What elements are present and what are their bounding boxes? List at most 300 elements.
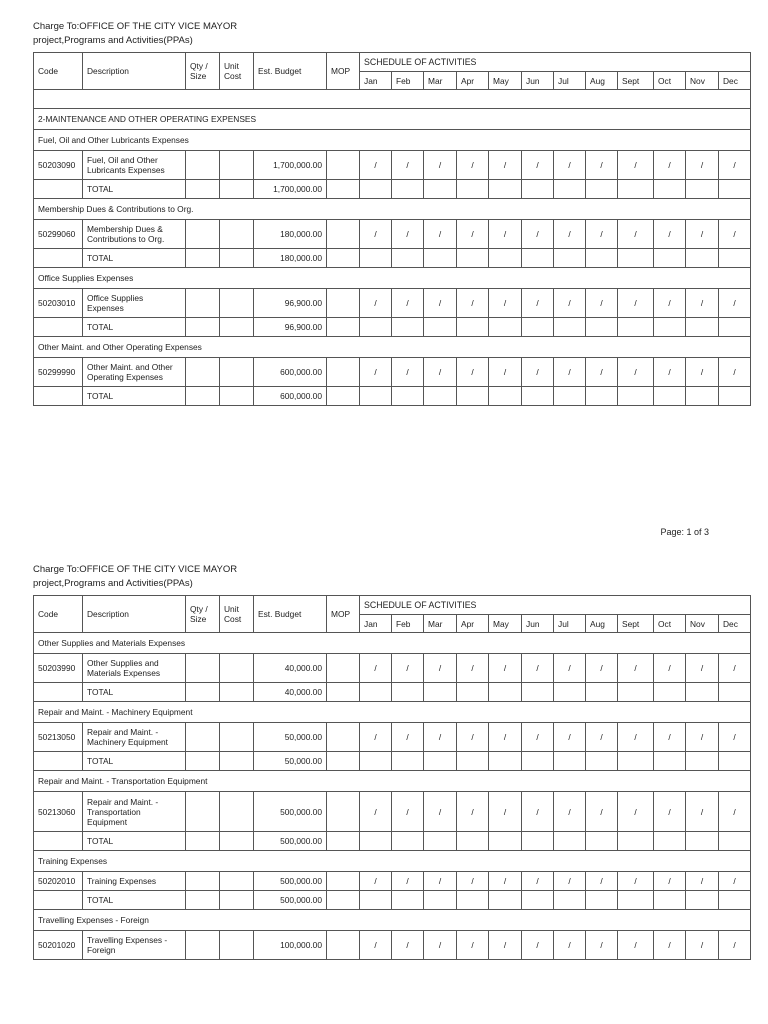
qty-size-cell [186, 358, 220, 387]
unit-cost-cell [220, 792, 254, 832]
total-month-jun [522, 249, 554, 268]
schedule-mark-dec: / [719, 220, 751, 249]
item-description: Other Maint. and Other Operating Expenses [83, 358, 186, 387]
schedule-mark-jul: / [554, 931, 586, 960]
total-month-jun [522, 387, 554, 406]
schedule-mark-oct: / [654, 931, 686, 960]
total-month-jul [554, 832, 586, 851]
total-month-mar [424, 318, 457, 337]
section-title-row [34, 910, 751, 931]
est-budget: 1,700,000.00 [254, 151, 327, 180]
total-month-nov [686, 249, 719, 268]
total-month-aug [586, 832, 618, 851]
item-description: Office Supplies Expenses [83, 289, 186, 318]
total-month-feb [392, 318, 424, 337]
total-qty-cell [186, 387, 220, 406]
schedule-mark-sept: / [618, 654, 654, 683]
total-month-aug [586, 683, 618, 702]
total-month-aug [586, 180, 618, 199]
total-unit-cost-cell [220, 318, 254, 337]
total-label: TOTAL [83, 832, 186, 851]
total-month-may [489, 318, 522, 337]
account-code: 50213060 [34, 792, 83, 832]
mop-cell [327, 872, 360, 891]
total-month-oct [654, 387, 686, 406]
total-month-sept [618, 832, 654, 851]
schedule-mark-nov: / [686, 358, 719, 387]
total-month-jan [360, 387, 392, 406]
est-budget: 40,000.00 [254, 654, 327, 683]
schedule-mark-feb: / [392, 358, 424, 387]
schedule-mark-mar: / [424, 792, 457, 832]
qty-size-cell [186, 654, 220, 683]
schedule-mark-jul: / [554, 220, 586, 249]
month-jun: Jun [522, 72, 554, 90]
schedule-mark-mar: / [424, 151, 457, 180]
total-qty-cell [186, 683, 220, 702]
schedule-mark-apr: / [457, 151, 489, 180]
blank-row [34, 90, 751, 109]
schedule-mark-mar: / [424, 723, 457, 752]
total-month-oct [654, 752, 686, 771]
total-month-sept [618, 891, 654, 910]
schedule-mark-mar: / [424, 358, 457, 387]
schedule-mark-mar: / [424, 872, 457, 891]
account-code: 50203090 [34, 151, 83, 180]
table-row [34, 723, 751, 752]
total-month-dec [719, 180, 751, 199]
section-title-row [34, 268, 751, 289]
table-header [34, 53, 751, 90]
qty-size-cell [186, 792, 220, 832]
total-month-mar [424, 832, 457, 851]
total-code-cell [34, 387, 83, 406]
section-title-row [34, 337, 751, 358]
total-month-dec [719, 318, 751, 337]
month-apr: Apr [457, 72, 489, 90]
schedule-mark-mar: / [424, 654, 457, 683]
total-month-may [489, 832, 522, 851]
unit-cost-cell [220, 872, 254, 891]
total-month-dec [719, 832, 751, 851]
schedule-mark-apr: / [457, 931, 489, 960]
col-est-budget: Est. Budget [254, 53, 327, 90]
mop-cell [327, 358, 360, 387]
schedule-mark-jan: / [360, 289, 392, 318]
total-month-mar [424, 752, 457, 771]
est-budget: 50,000.00 [254, 723, 327, 752]
schedule-mark-aug: / [586, 289, 618, 318]
total-code-cell [34, 891, 83, 910]
schedule-mark-apr: / [457, 358, 489, 387]
col-unit-cost: Unit Cost [220, 596, 254, 633]
total-month-sept [618, 180, 654, 199]
schedule-mark-oct: / [654, 723, 686, 752]
schedule-mark-sept: / [618, 151, 654, 180]
schedule-of-activities-header: SCHEDULE OF ACTIVITIES [360, 596, 751, 615]
item-description: Travelling Expenses - Foreign [83, 931, 186, 960]
total-month-may [489, 752, 522, 771]
total-qty-cell [186, 752, 220, 771]
col-qty-size: Qty / Size [186, 596, 220, 633]
total-month-feb [392, 752, 424, 771]
total-month-jun [522, 752, 554, 771]
schedule-mark-sept: / [618, 792, 654, 832]
unit-cost-cell [220, 931, 254, 960]
schedule-of-activities-header: SCHEDULE OF ACTIVITIES [360, 53, 751, 72]
total-month-jun [522, 683, 554, 702]
schedule-mark-dec: / [719, 151, 751, 180]
month-feb: Feb [392, 615, 424, 633]
total-unit-cost-cell [220, 249, 254, 268]
total-mop-cell [327, 891, 360, 910]
total-month-jan [360, 891, 392, 910]
schedule-mark-dec: / [719, 792, 751, 832]
account-code: 50299060 [34, 220, 83, 249]
schedule-mark-jun: / [522, 792, 554, 832]
schedule-mark-apr: / [457, 723, 489, 752]
total-month-aug [586, 249, 618, 268]
schedule-mark-feb: / [392, 220, 424, 249]
total-month-apr [457, 683, 489, 702]
total-unit-cost-cell [220, 180, 254, 199]
total-month-mar [424, 683, 457, 702]
total-month-dec [719, 752, 751, 771]
total-month-sept [618, 249, 654, 268]
total-unit-cost-cell [220, 832, 254, 851]
total-month-apr [457, 832, 489, 851]
total-month-oct [654, 891, 686, 910]
total-month-jan [360, 249, 392, 268]
schedule-mark-feb: / [392, 792, 424, 832]
schedule-mark-jun: / [522, 872, 554, 891]
month-feb: Feb [392, 72, 424, 90]
table-row [34, 358, 751, 387]
table-row [34, 792, 751, 832]
total-month-nov [686, 318, 719, 337]
total-month-jul [554, 180, 586, 199]
table-row [34, 220, 751, 249]
total-month-sept [618, 752, 654, 771]
total-row [34, 318, 751, 337]
schedule-mark-feb: / [392, 931, 424, 960]
schedule-mark-dec: / [719, 654, 751, 683]
schedule-mark-jun: / [522, 151, 554, 180]
schedule-mark-apr: / [457, 792, 489, 832]
total-month-jun [522, 891, 554, 910]
schedule-mark-jul: / [554, 654, 586, 683]
schedule-mark-nov: / [686, 289, 719, 318]
schedule-mark-oct: / [654, 220, 686, 249]
total-month-nov [686, 832, 719, 851]
schedule-mark-nov: / [686, 220, 719, 249]
month-mar: Mar [424, 615, 457, 633]
schedule-mark-apr: / [457, 220, 489, 249]
total-row [34, 249, 751, 268]
schedule-mark-oct: / [654, 358, 686, 387]
schedule-mark-may: / [489, 151, 522, 180]
total-mop-cell [327, 683, 360, 702]
schedule-mark-jun: / [522, 289, 554, 318]
total-amount: 40,000.00 [254, 683, 327, 702]
page-number: Page: 1 of 3 [660, 527, 709, 537]
total-month-oct [654, 832, 686, 851]
schedule-mark-jul: / [554, 151, 586, 180]
total-qty-cell [186, 249, 220, 268]
mop-cell [327, 289, 360, 318]
category-row [34, 109, 751, 130]
schedule-mark-may: / [489, 792, 522, 832]
section-title-row [34, 702, 751, 723]
schedule-mark-jun: / [522, 931, 554, 960]
schedule-mark-oct: / [654, 872, 686, 891]
total-unit-cost-cell [220, 891, 254, 910]
total-month-mar [424, 180, 457, 199]
schedule-mark-jan: / [360, 151, 392, 180]
table-row [34, 931, 751, 960]
section-title-row [34, 199, 751, 220]
total-code-cell [34, 752, 83, 771]
total-month-nov [686, 387, 719, 406]
schedule-mark-aug: / [586, 220, 618, 249]
total-month-jul [554, 683, 586, 702]
schedule-mark-oct: / [654, 151, 686, 180]
section-title-row [34, 771, 751, 792]
total-month-jul [554, 752, 586, 771]
schedule-mark-sept: / [618, 723, 654, 752]
total-month-oct [654, 318, 686, 337]
schedule-mark-jul: / [554, 358, 586, 387]
total-row [34, 180, 751, 199]
schedule-mark-jan: / [360, 220, 392, 249]
schedule-mark-may: / [489, 872, 522, 891]
schedule-mark-apr: / [457, 872, 489, 891]
total-month-mar [424, 249, 457, 268]
schedule-mark-may: / [489, 654, 522, 683]
total-month-sept [618, 683, 654, 702]
total-month-oct [654, 249, 686, 268]
month-aug: Aug [586, 72, 618, 90]
report-page-1 [33, 20, 751, 537]
schedule-mark-nov: / [686, 931, 719, 960]
section-title: Repair and Maint. - Transportation Equipment [34, 771, 751, 792]
mop-cell [327, 151, 360, 180]
total-amount: 500,000.00 [254, 891, 327, 910]
total-month-jun [522, 318, 554, 337]
expense-section [34, 199, 751, 268]
total-month-jun [522, 832, 554, 851]
month-jan: Jan [360, 72, 392, 90]
schedule-mark-aug: / [586, 792, 618, 832]
total-month-mar [424, 891, 457, 910]
item-description: Repair and Maint. - Machinery Equipment [83, 723, 186, 752]
table-header [34, 596, 751, 633]
unit-cost-cell [220, 723, 254, 752]
col-qty-size: Qty / Size [186, 53, 220, 90]
total-month-aug [586, 891, 618, 910]
section-title-row [34, 633, 751, 654]
total-month-jul [554, 387, 586, 406]
total-month-jan [360, 318, 392, 337]
section-title: Training Expenses [34, 851, 751, 872]
schedule-mark-nov: / [686, 723, 719, 752]
qty-size-cell [186, 723, 220, 752]
schedule-mark-sept: / [618, 220, 654, 249]
expense-section [34, 268, 751, 337]
unit-cost-cell [220, 358, 254, 387]
mop-cell [327, 792, 360, 832]
item-description: Fuel, Oil and Other Lubricants Expenses [83, 151, 186, 180]
item-description: Membership Dues & Contributions to Org. [83, 220, 186, 249]
total-amount: 1,700,000.00 [254, 180, 327, 199]
account-code: 50299990 [34, 358, 83, 387]
schedule-mark-jan: / [360, 723, 392, 752]
expense-section [34, 702, 751, 771]
total-unit-cost-cell [220, 387, 254, 406]
schedule-mark-aug: / [586, 654, 618, 683]
col-unit-cost: Unit Cost [220, 53, 254, 90]
total-month-apr [457, 180, 489, 199]
total-month-aug [586, 752, 618, 771]
schedule-mark-may: / [489, 220, 522, 249]
total-month-aug [586, 318, 618, 337]
unit-cost-cell [220, 654, 254, 683]
total-month-may [489, 683, 522, 702]
section-title: Repair and Maint. - Machinery Equipment [34, 702, 751, 723]
total-month-apr [457, 387, 489, 406]
col-est-budget: Est. Budget [254, 596, 327, 633]
schedule-mark-may: / [489, 289, 522, 318]
schedule-mark-apr: / [457, 654, 489, 683]
section-title: Other Supplies and Materials Expenses [34, 633, 751, 654]
month-sept: Sept [618, 72, 654, 90]
total-month-feb [392, 180, 424, 199]
qty-size-cell [186, 289, 220, 318]
total-label: TOTAL [83, 891, 186, 910]
item-description: Other Supplies and Materials Expenses [83, 654, 186, 683]
month-sept: Sept [618, 615, 654, 633]
section-title: Office Supplies Expenses [34, 268, 751, 289]
total-month-jul [554, 249, 586, 268]
total-month-jan [360, 752, 392, 771]
month-may: May [489, 72, 522, 90]
total-month-nov [686, 683, 719, 702]
schedule-mark-may: / [489, 358, 522, 387]
qty-size-cell [186, 931, 220, 960]
total-row [34, 683, 751, 702]
account-code: 50203990 [34, 654, 83, 683]
schedule-mark-feb: / [392, 654, 424, 683]
total-amount: 180,000.00 [254, 249, 327, 268]
expense-section [34, 771, 751, 851]
total-code-cell [34, 249, 83, 268]
month-apr: Apr [457, 615, 489, 633]
schedule-mark-sept: / [618, 358, 654, 387]
mop-cell [327, 654, 360, 683]
total-month-feb [392, 387, 424, 406]
total-month-feb [392, 683, 424, 702]
section-title: Other Maint. and Other Operating Expenses [34, 337, 751, 358]
total-month-may [489, 387, 522, 406]
section-title: Membership Dues & Contributions to Org. [34, 199, 751, 220]
month-jan: Jan [360, 615, 392, 633]
total-month-feb [392, 832, 424, 851]
schedule-mark-may: / [489, 931, 522, 960]
schedule-mark-oct: / [654, 654, 686, 683]
expense-section [34, 130, 751, 199]
total-code-cell [34, 180, 83, 199]
col-description: Description [83, 596, 186, 633]
expense-section [34, 633, 751, 702]
total-label: TOTAL [83, 249, 186, 268]
month-aug: Aug [586, 615, 618, 633]
total-label: TOTAL [83, 752, 186, 771]
total-mop-cell [327, 752, 360, 771]
col-code: Code [34, 53, 83, 90]
month-jun: Jun [522, 615, 554, 633]
schedule-mark-jan: / [360, 358, 392, 387]
ppa-subtitle: project,Programs and Activities(PPAs) [33, 578, 193, 589]
section-title: Fuel, Oil and Other Lubricants Expenses [34, 130, 751, 151]
report-page-2 [33, 563, 751, 960]
total-month-jan [360, 180, 392, 199]
total-label: TOTAL [83, 387, 186, 406]
ppa-subtitle: project,Programs and Activities(PPAs) [33, 35, 193, 46]
total-code-cell [34, 318, 83, 337]
est-budget: 600,000.00 [254, 358, 327, 387]
charge-to-heading: Charge To:OFFICE OF THE CITY VICE MAYOR [33, 21, 238, 32]
total-qty-cell [186, 180, 220, 199]
est-budget: 180,000.00 [254, 220, 327, 249]
est-budget: 500,000.00 [254, 792, 327, 832]
total-mop-cell [327, 387, 360, 406]
item-description: Repair and Maint. - Transportation Equipment [83, 792, 186, 832]
schedule-mark-nov: / [686, 654, 719, 683]
month-nov: Nov [686, 615, 719, 633]
total-month-aug [586, 387, 618, 406]
total-qty-cell [186, 318, 220, 337]
col-mop: MOP [327, 53, 360, 90]
schedule-mark-mar: / [424, 931, 457, 960]
est-budget: 100,000.00 [254, 931, 327, 960]
item-description: Training Expenses [83, 872, 186, 891]
qty-size-cell [186, 151, 220, 180]
total-label: TOTAL [83, 180, 186, 199]
schedule-mark-aug: / [586, 931, 618, 960]
total-label: TOTAL [83, 683, 186, 702]
total-month-nov [686, 752, 719, 771]
month-oct: Oct [654, 615, 686, 633]
total-row [34, 891, 751, 910]
month-oct: Oct [654, 72, 686, 90]
total-month-feb [392, 891, 424, 910]
section-title-row [34, 130, 751, 151]
unit-cost-cell [220, 151, 254, 180]
schedule-mark-jan: / [360, 931, 392, 960]
total-month-apr [457, 752, 489, 771]
schedule-mark-feb: / [392, 151, 424, 180]
total-month-oct [654, 683, 686, 702]
total-mop-cell [327, 249, 360, 268]
unit-cost-cell [220, 220, 254, 249]
schedule-mark-sept: / [618, 931, 654, 960]
section-title: Travelling Expenses - Foreign [34, 910, 751, 931]
schedule-mark-mar: / [424, 220, 457, 249]
schedule-mark-jul: / [554, 792, 586, 832]
schedule-mark-jul: / [554, 872, 586, 891]
total-month-oct [654, 180, 686, 199]
account-code: 50203010 [34, 289, 83, 318]
